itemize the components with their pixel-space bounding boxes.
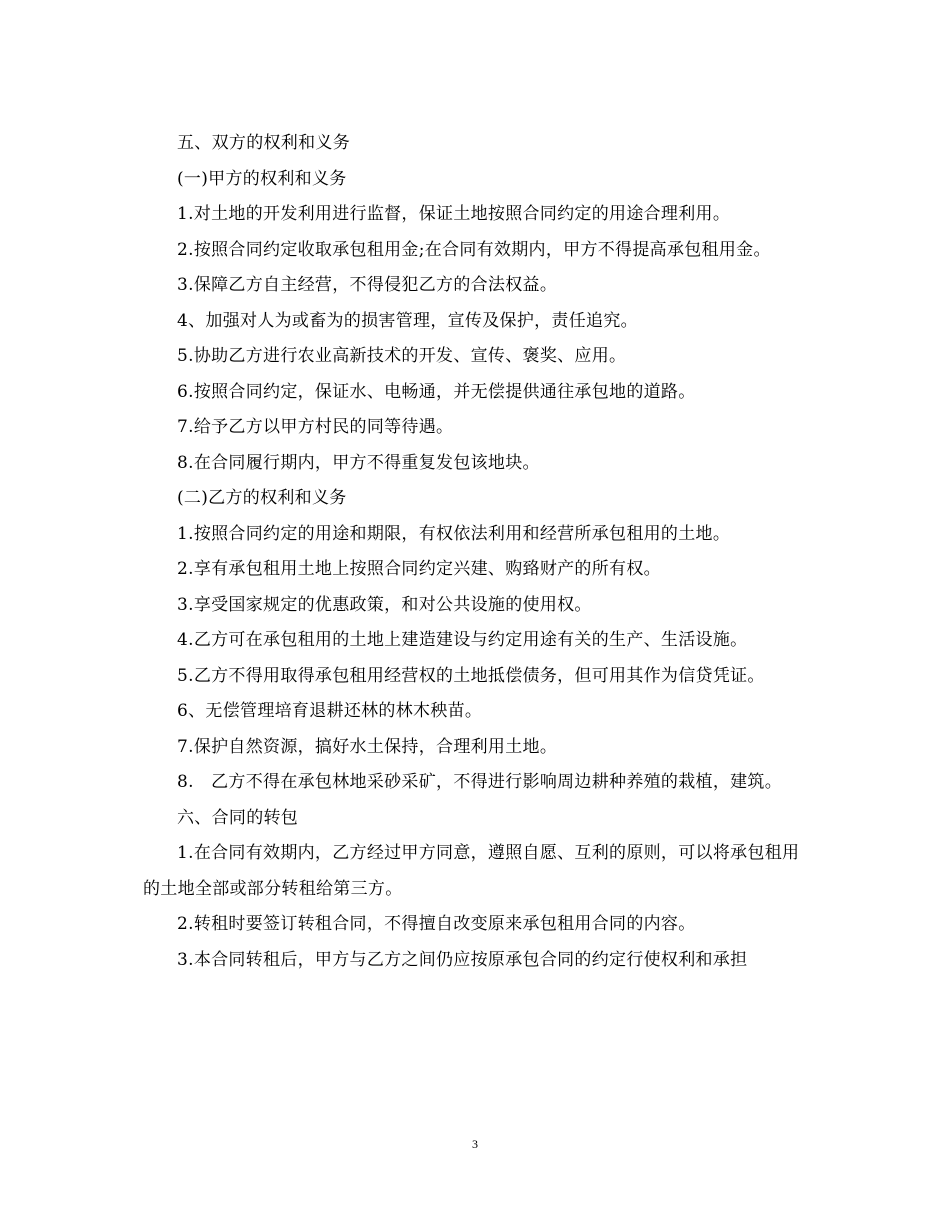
clause-paragraph: 2.转租时要签订转租合同，不得擅自改变原来承包租用合同的内容。 — [177, 914, 696, 934]
clause-paragraph: 3.本合同转租后，甲方与乙方之间仍应按原承包合同的约定行使权利和承担 — [177, 949, 748, 970]
clause-paragraph: 3.享受国家规定的优惠政策，和对公共设施的使用权。 — [177, 594, 592, 615]
clause-paragraph: 7.保护自然资源，搞好水土保持，合理利用土地。 — [177, 736, 558, 757]
clause-paragraph: 8. 乙方不得在承包林地采砂采矿，不得进行影响周边耕种养殖的栽植，建筑。 — [177, 772, 783, 792]
clause-paragraph: 4.乙方可在承包租用的土地上建造建设与约定用途有关的生产、生活设施。 — [177, 630, 748, 650]
clause-paragraph: 6、无偿管理培育退耕还林的林木秧苗。 — [177, 701, 483, 721]
clause-paragraph: 1.对土地的开发利用进行监督，保证土地按照合同约定的用途合理利用。 — [177, 204, 731, 224]
page-number: 3 — [472, 1137, 478, 1151]
document-body — [143, 126, 803, 978]
section-heading: 六、合同的转包 — [177, 807, 299, 828]
clause-paragraph: 5.乙方不得用取得承包租用经营权的土地抵偿债务，但可用其作为信贷凭证。 — [177, 665, 765, 686]
clause-paragraph: 3.保障乙方自主经营，不得侵犯乙方的合法权益。 — [177, 275, 558, 295]
clause-paragraph: 1.按照合同约定的用途和期限，有权依法利用和经营所承包租用的土地。 — [177, 523, 731, 544]
clause-paragraph: 8.在合同履行期内，甲方不得重复发包该地块。 — [177, 452, 540, 473]
clause-paragraph: 4、加强对人为或畜为的损害管理，宣传及保护，责任追究。 — [177, 310, 638, 331]
clause-paragraph: 6.按照合同约定，保证水、电畅通，并无偿提供通往承包地的道路。 — [177, 381, 696, 402]
clause-paragraph: 5.协助乙方进行农业高新技术的开发、宣传、褒奖、应用。 — [177, 346, 627, 366]
subsection-heading: (二)乙方的权利和义务 — [177, 488, 347, 508]
clause-paragraph: 2.享有承包租用土地上按照合同约定兴建、购臵财产的所有权。 — [177, 559, 661, 579]
clause-paragraph: 7.给予乙方以甲方村民的同等待遇。 — [177, 417, 454, 437]
clause-paragraph: 1.在合同有效期内，乙方经过甲方同意，遵照自愿、互利的原则，可以将承包租用的土地全部或部分转租给第三方。 — [143, 843, 800, 899]
section-heading: 五、双方的权利和义务 — [177, 133, 350, 153]
subsection-heading: (一)甲方的权利和义务 — [177, 168, 347, 189]
clause-paragraph: 2.按照合同约定收取承包租用金;在合同有效期内，甲方不得提高承包租用金。 — [177, 239, 771, 260]
